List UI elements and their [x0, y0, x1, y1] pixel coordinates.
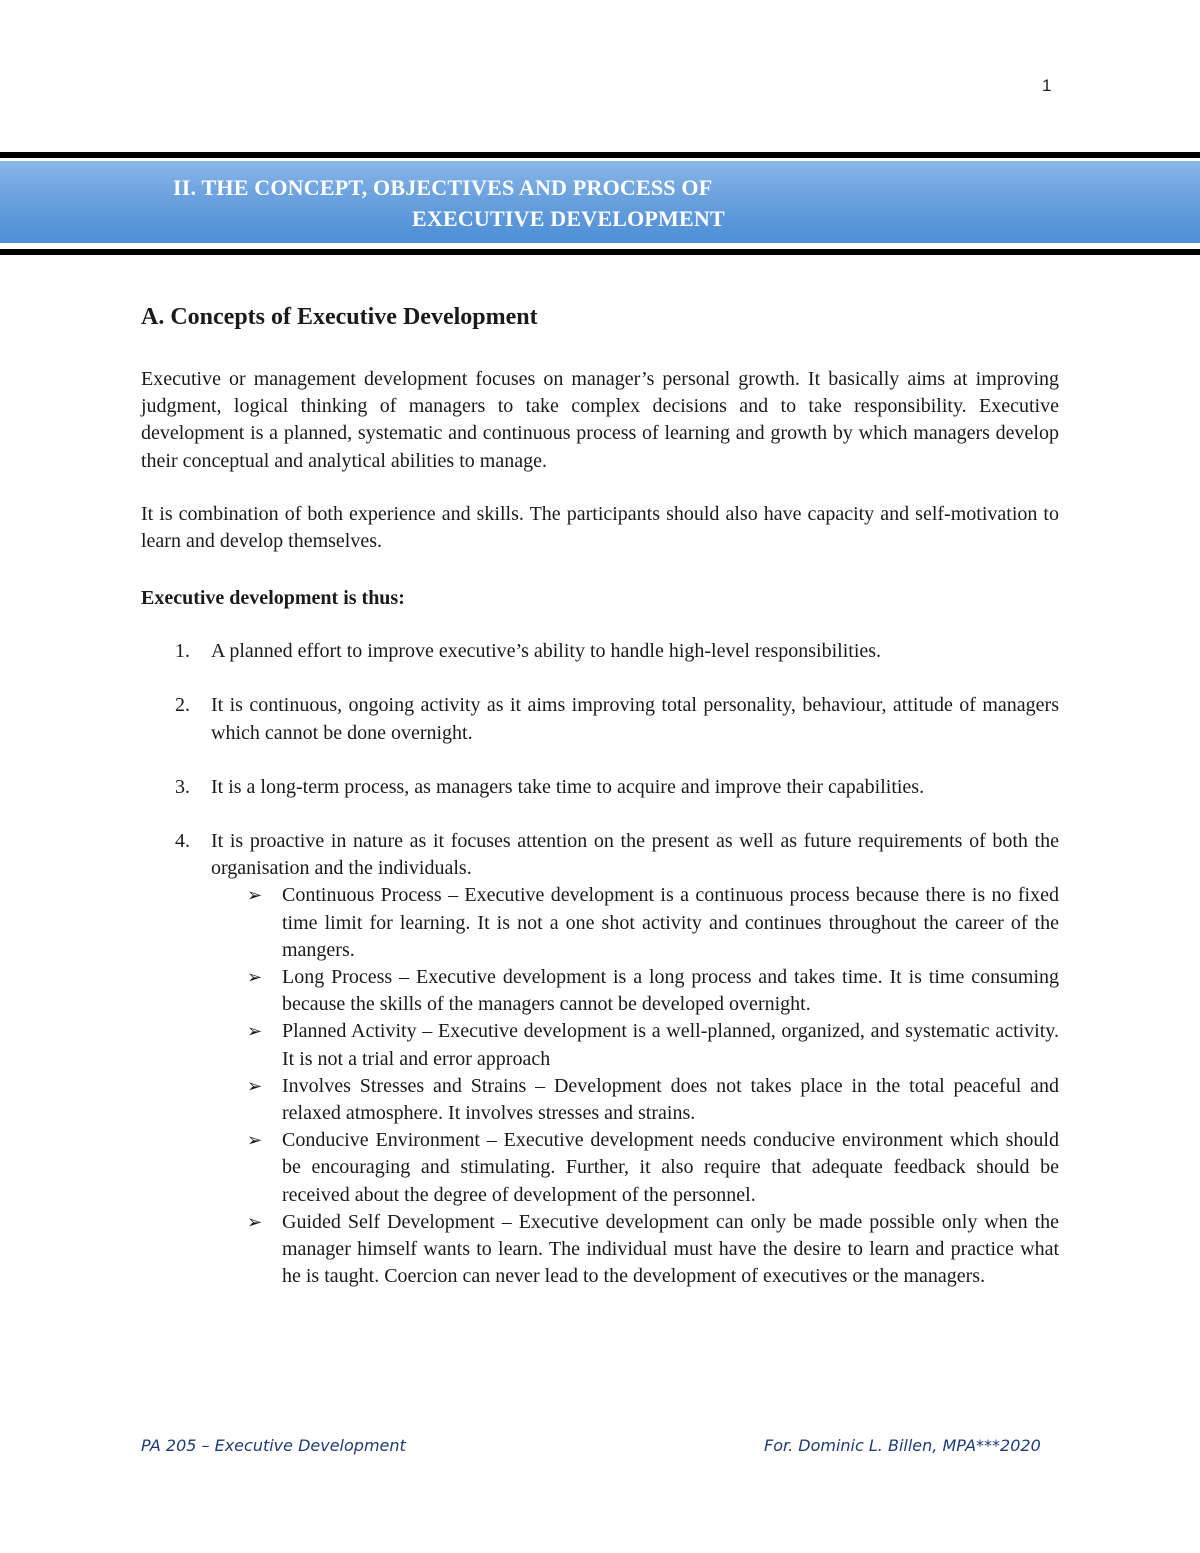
- bullet-item: [141, 882, 1059, 964]
- list-item: [141, 692, 1059, 746]
- numbered-list: [141, 638, 1059, 882]
- bullet-item: [141, 1018, 1059, 1072]
- list-item: [141, 828, 1059, 882]
- list-item-number: 4.: [175, 830, 190, 853]
- banner-top-rule: [0, 152, 1200, 158]
- bullet-item: [141, 1127, 1059, 1209]
- bullet-text: Continuous Process – Executive development is a continuous process because there is no fixed time limit for learning. It is not a one shot activity and continues throughout the career of the mangers.: [282, 884, 1059, 961]
- page-number: 1: [1042, 76, 1052, 95]
- list-item-text: It is continuous, ongoing activity as it aims improving total personality, behaviour, attitude of managers which cannot be done overnight.: [211, 694, 1059, 744]
- list-item-number: 2.: [175, 694, 190, 717]
- arrow-bullet-icon: ➢: [247, 1130, 263, 1151]
- bullet-text: Guided Self Development – Executive development can only be made possible only when the manager himself wants to learn. The individual must have the desire to learn and practice what he is taught. Coercion can never lead to the development of executives or the managers.: [282, 1210, 1059, 1288]
- bullet-item: [141, 1209, 1059, 1291]
- paragraph-combination: It is combination of both experience and skills. The participants should also have capacity and self-motivation to learn and develop themselves.: [141, 502, 1059, 553]
- bullet-item: [141, 1073, 1059, 1127]
- footer-author: For. Dominic L. Billen, MPA***2020: [764, 1436, 1041, 1455]
- list-item-number: 1.: [175, 640, 190, 663]
- list-item-text: A planned effort to improve executive’s ability to handle high-level responsibilities.: [211, 640, 882, 663]
- chapter-title-line-2: EXECUTIVE DEVELOPMENT: [412, 206, 725, 231]
- list-item: [141, 774, 1059, 801]
- chapter-title-line-1: II. THE CONCEPT, OBJECTIVES AND PROCESS OF: [173, 175, 713, 200]
- main-content: [141, 300, 1059, 1290]
- bullet-item: [141, 964, 1059, 1018]
- list-item-text: It is a long-term process, as managers take time to acquire and improve their capabilities.: [211, 775, 925, 798]
- list-subheading: Executive development is thus:: [141, 587, 405, 610]
- section-heading: A. Concepts of Executive Development: [141, 304, 538, 330]
- arrow-bullet-list: [141, 882, 1059, 1290]
- arrow-bullet-icon: ➢: [247, 885, 263, 906]
- arrow-bullet-icon: ➢: [247, 1211, 263, 1232]
- list-item-number: 3.: [175, 775, 190, 798]
- arrow-bullet-icon: ➢: [247, 1021, 263, 1042]
- arrow-bullet-icon: ➢: [247, 967, 263, 988]
- list-item-text: It is proactive in nature as it focuses attention on the present as well as future requirements of both the organisation and the individuals.: [211, 830, 1059, 880]
- bullet-text: Planned Activity – Executive development is a well-planned, organized, and systematic activity. It is not a trial and error approach: [282, 1020, 1059, 1070]
- list-item: [141, 638, 1059, 665]
- banner-bottom-rule: [0, 249, 1200, 255]
- bullet-text: Involves Stresses and Strains – Development does not takes place in the total peaceful and relaxed atmosphere. It involves stresses and strains.: [282, 1074, 1059, 1125]
- paragraph-concept: Executive or management development focuses on manager’s personal growth. It basically aims at improving judgment, logical thinking of managers to take complex decisions and to take responsibility. Executive development is a planned, systematic and continuous process of learning and growth by which managers develop their conceptual and analytical abilities to manage.: [141, 368, 1059, 472]
- footer-course: PA 205 – Executive Development: [141, 1436, 406, 1455]
- arrow-bullet-icon: ➢: [247, 1075, 263, 1096]
- bullet-text: Long Process – Executive development is a long process and takes time. It is time consuming because the skills of the managers cannot be developed overnight.: [282, 966, 1059, 1016]
- bullet-text: Conducive Environment – Executive development needs conducive environment which should be encouraging and stimulating. Further, it also require that adequate feedback should be received about the degree of development of the personnel.: [282, 1129, 1059, 1206]
